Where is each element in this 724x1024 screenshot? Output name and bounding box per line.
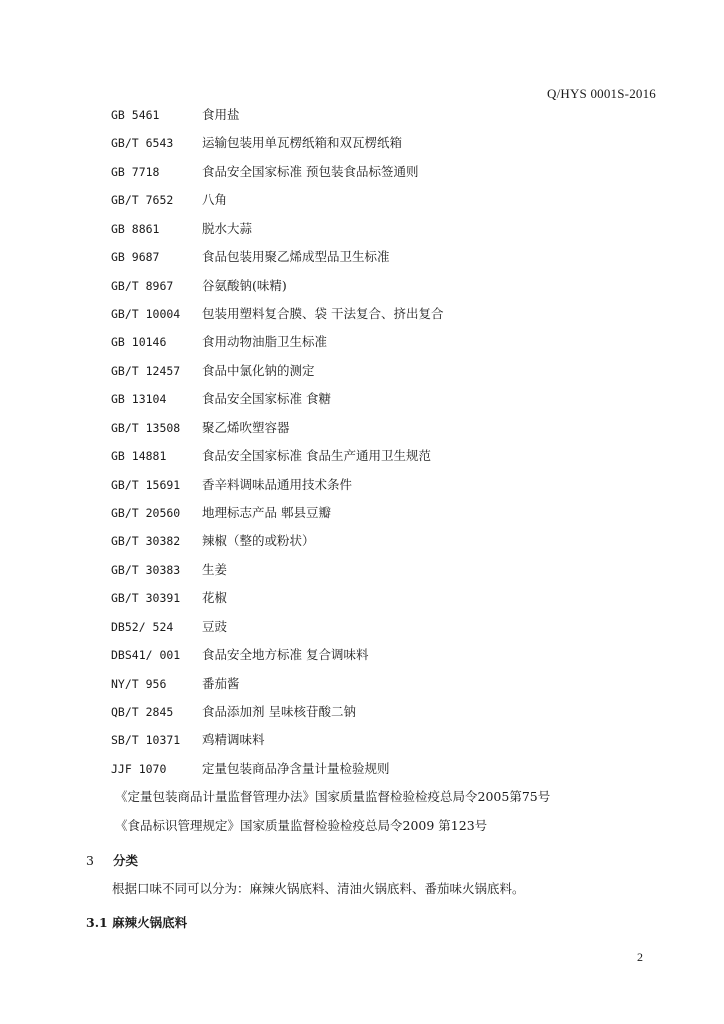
reference-code: DB52/ 524 [111, 620, 174, 634]
reference-code: SB/T 10371 [111, 733, 181, 747]
reference-code: DBS41/ 001 [111, 648, 181, 662]
reference-title: 食用动物油脂卫生标准 [202, 334, 328, 349]
section-title: 分类 [113, 853, 139, 868]
reference-title: 食品包装用聚乙烯成型品卫生标准 [202, 249, 390, 264]
reference-title: 包装用塑料复合膜、袋 干法复合、挤出复合 [202, 306, 444, 321]
section-paragraph: 根据口味不同可以分为：麻辣火锅底料、清油火锅底料、番茄味火锅底料。 [112, 881, 525, 896]
reference-code: GB 5461 [111, 108, 160, 122]
reference-code: GB 7718 [111, 165, 160, 179]
reference-title: 聚乙烯吹塑容器 [202, 420, 290, 435]
reference-title: 香辛料调味品通用技术条件 [202, 477, 353, 492]
reference-title: 地理标志产品 郫县豆瓣 [202, 505, 331, 520]
reference-code: GB/T 30391 [111, 591, 181, 605]
reference-code: GB/T 20560 [111, 506, 181, 520]
reference-title: 辣椒（整的或粉状） [202, 533, 315, 548]
reference-title: 生姜 [202, 562, 228, 577]
reference-title: 食品安全国家标准 预包装食品标签通则 [202, 164, 419, 179]
reference-title: 食品安全国家标准 食品生产通用卫生规范 [202, 448, 431, 463]
reference-code: GB/T 7652 [111, 193, 174, 207]
reference-code: GB 9687 [111, 250, 160, 264]
reference-title: 花椒 [202, 590, 228, 605]
regulation-reference: 《食品标识管理规定》国家质量监督检验检疫总局令2009 第123号 [115, 818, 488, 833]
reference-code: QB/T 2845 [111, 705, 174, 719]
reference-code: GB/T 8967 [111, 279, 174, 293]
reference-code: GB 8861 [111, 222, 160, 236]
reference-title: 谷氨酸钠(味精) [202, 278, 287, 293]
reference-code: GB/T 13508 [111, 421, 181, 435]
reference-code: GB/T 15691 [111, 478, 181, 492]
reference-title: 八角 [202, 192, 228, 207]
reference-title: 食用盐 [202, 107, 240, 122]
reference-code: GB/T 10004 [111, 307, 181, 321]
section-number: 3 [86, 853, 94, 868]
reference-code: NY/T 956 [111, 677, 167, 691]
reference-title: 番茄酱 [202, 676, 240, 691]
reference-title: 食品安全地方标准 复合调味料 [202, 647, 369, 662]
reference-title: 豆豉 [202, 619, 228, 634]
reference-title: 定量包装商品净含量计量检验规则 [202, 761, 390, 776]
reference-title: 食品中氯化钠的测定 [202, 363, 315, 378]
reference-code: JJF 1070 [111, 762, 167, 776]
reference-title: 食品安全国家标准 食糖 [202, 391, 331, 406]
reference-title: 食品添加剂 呈味核苷酸二钠 [202, 704, 356, 719]
reference-code: GB 10146 [111, 335, 167, 349]
page-number: 2 [637, 950, 643, 964]
reference-code: GB/T 12457 [111, 364, 181, 378]
document-id: Q/HYS 0001S-2016 [546, 86, 656, 101]
reference-title: 运输包装用单瓦楞纸箱和双瓦楞纸箱 [202, 135, 403, 150]
reference-code: GB/T 6543 [111, 136, 174, 150]
reference-title: 脱水大蒜 [202, 221, 253, 236]
subsection-heading: 3.1 麻辣火锅底料 [86, 915, 188, 930]
reference-code: GB/T 30382 [111, 534, 181, 548]
reference-code: GB/T 30383 [111, 563, 181, 577]
reference-title: 鸡精调味料 [202, 732, 265, 747]
regulation-reference: 《定量包装商品计量监督管理办法》国家质量监督检验检疫总局令2005第75号 [115, 789, 551, 804]
reference-code: GB 13104 [111, 392, 167, 406]
reference-code: GB 14881 [111, 449, 167, 463]
